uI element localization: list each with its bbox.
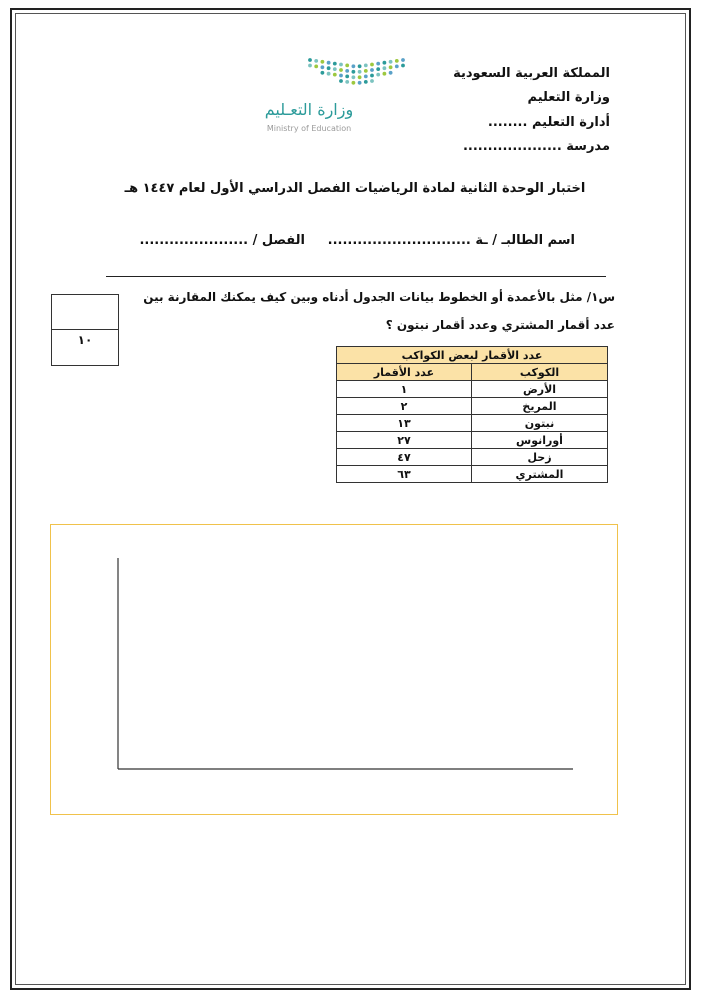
ministry-logo [252, 54, 412, 144]
score-divider [52, 329, 118, 330]
table-row [337, 398, 608, 415]
logo-arabic-text: وزارة التعـليم [264, 100, 354, 119]
logo-english-text: Ministry of Education [266, 124, 352, 133]
score-box [51, 294, 119, 366]
planet-name: الأرض [472, 381, 608, 398]
divider [106, 276, 606, 277]
graph-axes [51, 525, 619, 816]
table-row [337, 466, 608, 483]
table-header-moons: عدد الأقمار [337, 364, 472, 381]
score-max: ١٠ [77, 333, 93, 347]
table-row [337, 415, 608, 432]
planet-name: المشتري [472, 466, 608, 483]
table-row [337, 449, 608, 466]
table-caption: عدد الأقمار لبعض الكواكب [337, 347, 608, 364]
moon-count: ٢ [337, 398, 472, 415]
header-admin: أدارة التعليم ........ [487, 115, 610, 130]
header-school: مدرسة .................... [462, 139, 610, 154]
question-text-line1: س١/ مثل بالأعمدة أو الخطوط بيانات الجدول أدناه وبين كيف يمكنك المقارنة بين [143, 290, 615, 304]
moon-count: ١٣ [337, 415, 472, 432]
moon-count: ٢٧ [337, 432, 472, 449]
question-text-line2: عدد أقمار المشتري وعدد أقمار نبتون ؟ [385, 318, 615, 332]
moon-count: ٦٣ [337, 466, 472, 483]
class-field[interactable]: الفصل / ...................... [139, 233, 305, 248]
student-name-field[interactable]: اسم الطالبـ / ـة ............................. [327, 233, 575, 248]
logo-dots-icon [252, 54, 412, 98]
table-header-planet: الكوكب [472, 364, 608, 381]
graph-answer-area[interactable] [50, 524, 618, 815]
moon-count: ١ [337, 381, 472, 398]
header-kingdom: المملكة العربية السعودية [453, 66, 610, 81]
planet-name: المريخ [472, 398, 608, 415]
table-row [337, 381, 608, 398]
planet-name: أورانوس [472, 432, 608, 449]
planet-name: نبتون [472, 415, 608, 432]
planets-moons-table [336, 346, 608, 483]
moon-count: ٤٧ [337, 449, 472, 466]
header-ministry: وزارة التعليم [527, 90, 610, 105]
planet-name: زحل [472, 449, 608, 466]
exam-title: اختبار الوحدة الثانية لمادة الرياضيات الفصل الدراسي الأول لعام ١٤٤٧ هـ [124, 181, 586, 196]
table-row [337, 432, 608, 449]
